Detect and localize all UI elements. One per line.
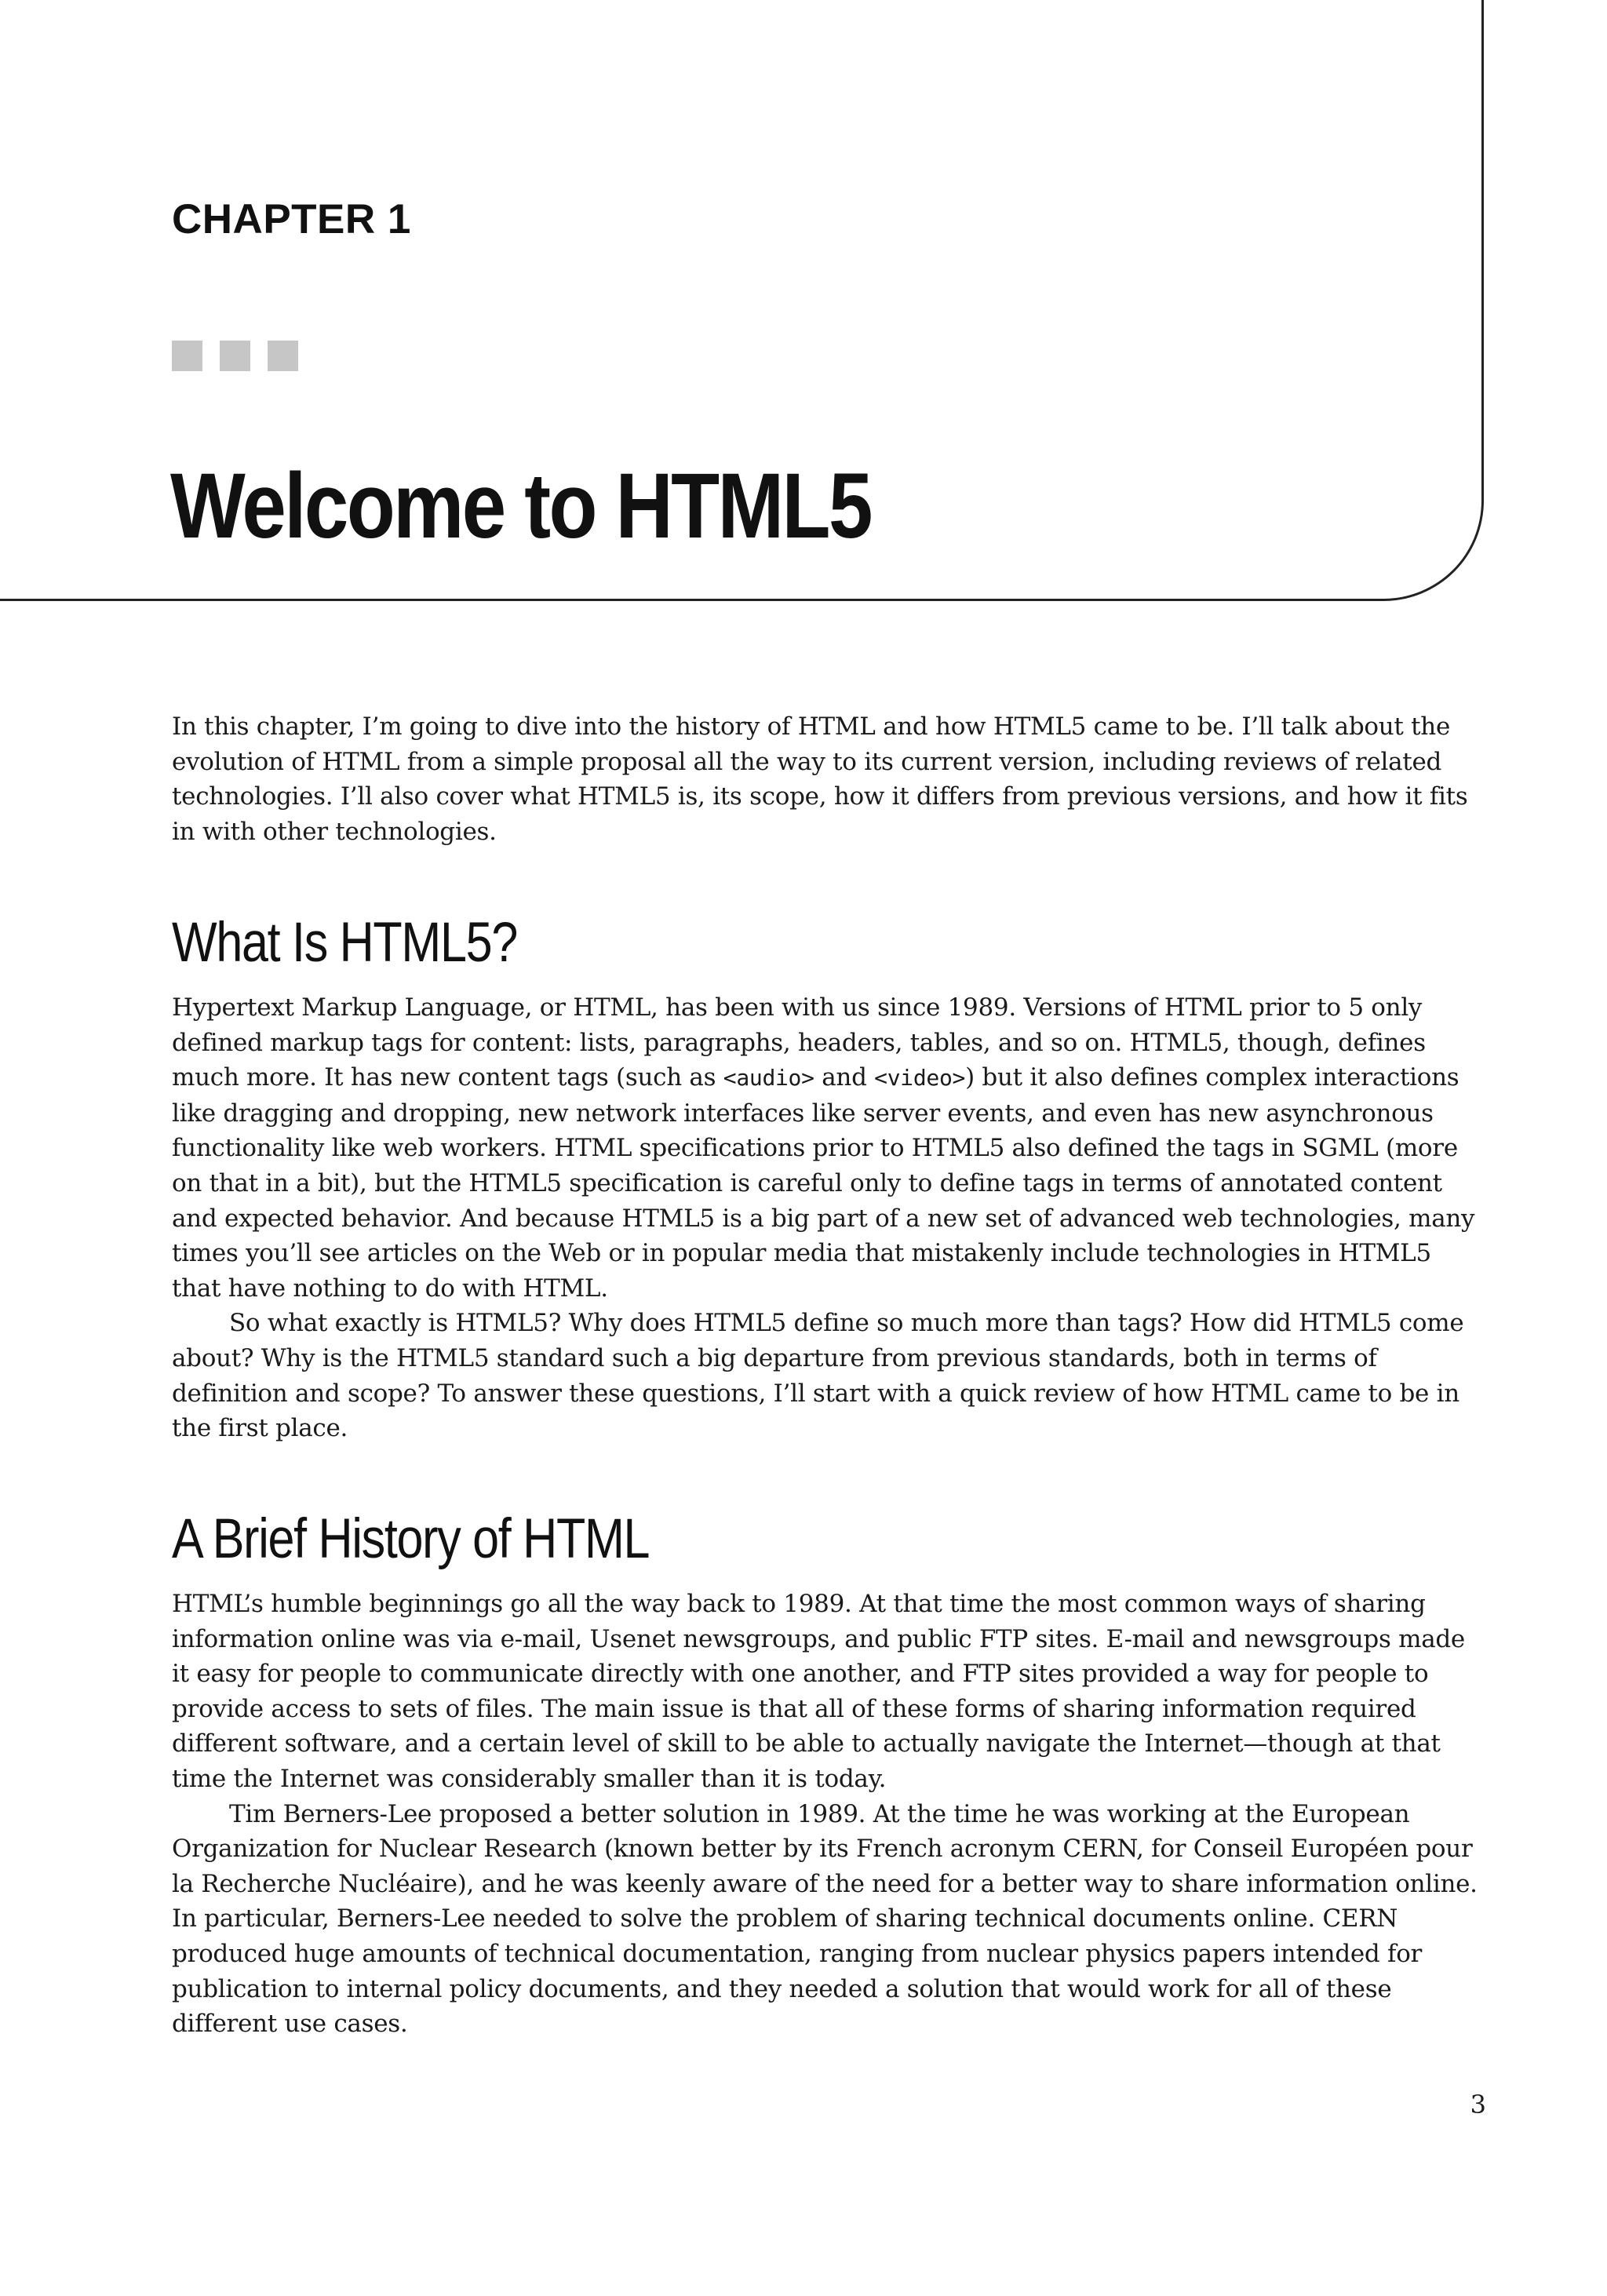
paragraph: HTML’s humble beginnings go all the way back to 1989. At that time the most common ways of sharing information online was via e-mail, Usenet newsgroups, and public FTP sites. E-mail and newsgroups made it easy for people to communicate directly with one another, and FTP sites provided a way for people to provide access to sets of files. The main issue is that all of these forms of sharing information required different software, and a certain level of skill to be able to actually navigate the Internet—though at that time the Internet was considerably smaller than it is today. [172, 1590, 1465, 1793]
paragraph: Tim Berners-Lee proposed a better solution in 1989. At the time he was working at the European Organization for Nuclear Research (known better by its French acronym CERN, for Conseil Européen pour la Recherche Nucléaire), and he was keenly aware of the need for a better way to share information online. In particular, Berners-Lee needed to solve the problem of sharing technical documents online. CERN produced huge amounts of technical documentation, ranging from nuclear physics papers intended for publication to internal policy documents, and they needed a solution that would work for all of these different use cases. [172, 1799, 1478, 2039]
page-number: 3 [1470, 2090, 1486, 2119]
intro-paragraph: In this chapter, I’m going to dive into the history of HTML and how HTML5 came to be. I’ll talk about the evolution of HTML from a simple proposal all the way to its current version, including reviews of related technologies. I’ll also cover what HTML5 is, its scope, how it differs from previous versions, and how it fits in with other technologies. [172, 712, 1468, 846]
text-run: Hypertext Markup Language, or HTML, has been with us since 1989. Versions of HTML prior to 5 only defined markup tags for content: lists, paragraphs, headers, tables, and so on. HTML5, though, defines much more. It has new content tags (such as [172, 993, 1426, 1092]
brief-history-body [172, 1587, 1481, 2042]
decoration-square [172, 341, 202, 371]
text-run: and [814, 1063, 875, 1092]
what-is-html5-body [172, 990, 1481, 1446]
decoration-square [220, 341, 250, 371]
text-run: ) but it also defines complex interactions like dragging and dropping, new network interfaces like server events, and even has new asynchronous functionality like web workers. HTML specifications prior to HTML5 also defined the tags in SGML (more on that in a bit), but the HTML5 specification is careful only to define tags in terms of annotated content and expected behavior. And because HTML5 is a big part of a new set of advanced web technologies, many times you’ll see articles on the Web or in popular media that mistakenly include technologies in HTML5 that have nothing to do with HTML. [172, 1063, 1475, 1303]
chapter-decoration [172, 341, 298, 371]
chapter-label: CHAPTER 1 [172, 196, 411, 242]
intro-section [172, 709, 1481, 849]
paragraph [172, 990, 1481, 1306]
section-heading-what-is-html5: What Is HTML5? [172, 912, 518, 974]
decoration-square [268, 341, 298, 371]
chapter-title: Welcome to HTML5 [170, 454, 871, 558]
code-video: <video> [874, 1065, 966, 1092]
paragraph: So what exactly is HTML5? Why does HTML5 define so much more than tags? How did HTML5 come about? Why is the HTML5 standard such a big departure from previous standards, both in terms of definition and scope? To answer these questions, I’ll start with a quick review of how HTML came to be in the first place. [172, 1309, 1464, 1443]
code-audio: <audio> [723, 1065, 814, 1092]
section-heading-brief-history: A Brief History of HTML [172, 1508, 650, 1570]
